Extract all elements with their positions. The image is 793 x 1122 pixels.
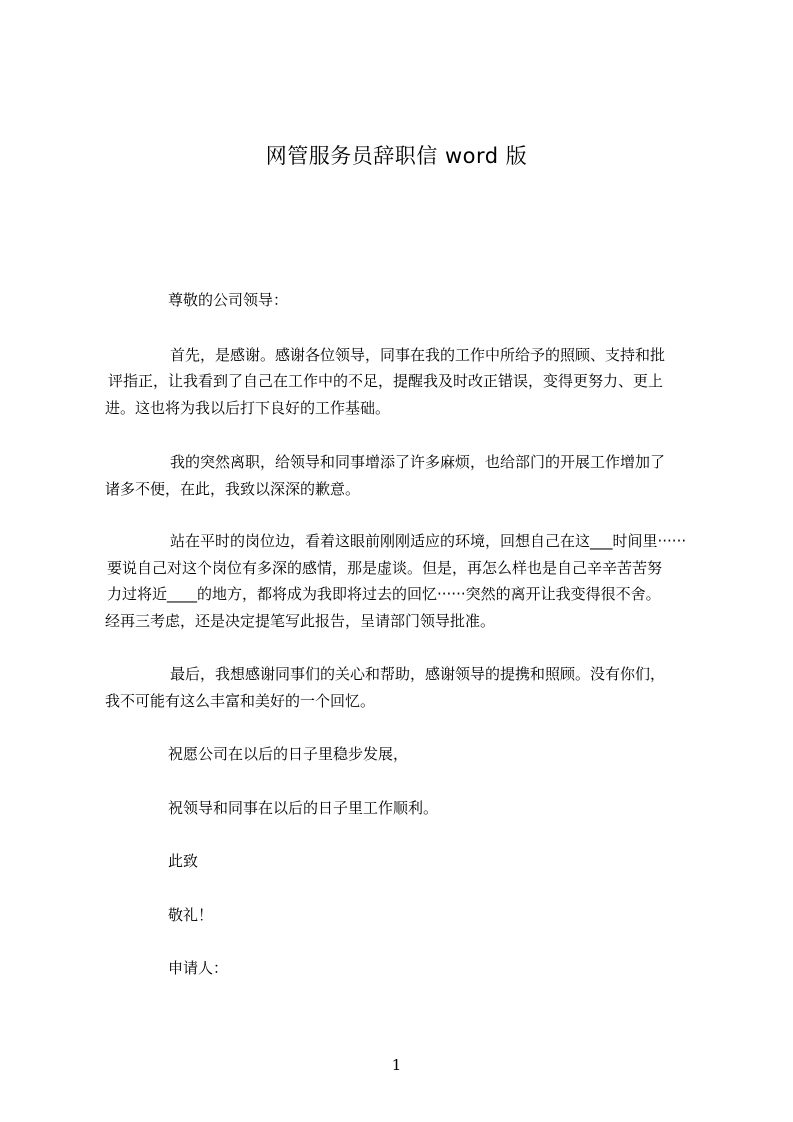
- paragraph-4-line-1: 最后，我想感谢同事们的关心和帮助，感谢领导的提携和照顾。没有你们，: [170, 665, 666, 683]
- closing-line-2: 敬礼！: [168, 906, 214, 924]
- paragraph-1-line-2: 评指正，让我看到了自己在工作中的不足，提醒我及时改正错误，变得更努力、更上: [108, 372, 664, 390]
- closing-line-1: 此致: [168, 852, 199, 870]
- paragraph-1-line-3: 进。这也将为我以后打下良好的工作基础。: [105, 399, 391, 417]
- paragraph-2-line-2: 诸多不便，在此，我致以深深的歉意。: [105, 480, 361, 498]
- applicant-label: 申请人：: [168, 959, 229, 977]
- paragraph-3-line-2: 要说自己对这个岗位有多深的感情，那是虚谈。但是，再怎么样也是自己辛辛苦苦努: [107, 559, 663, 577]
- wish-line-2: 祝领导和同事在以后的日子里工作顺利。: [168, 799, 439, 817]
- paragraph-3-line-1: 站在平时的岗位边，看着这眼前刚刚适应的环境，回想自己在这___时间里······: [170, 532, 687, 550]
- paragraph-3-line-3: 力过将近____的地方，都将成为我即将过去的回忆······突然的离开让我变得很不舍。: [107, 585, 661, 603]
- salutation: 尊敬的公司领导：: [168, 291, 289, 309]
- paragraph-1-line-1: 首先，是感谢。感谢各位领导，同事在我的工作中所给予的照顾、支持和批: [170, 346, 666, 364]
- paragraph-3-line-4: 经再三考虑，还是决定提笔写此报告，呈请部门领导批准。: [105, 612, 496, 630]
- wish-line-1: 祝愿公司在以后的日子里稳步发展，: [168, 745, 409, 763]
- paragraph-4-line-2: 我不可能有这么丰富和美好的一个回忆。: [105, 692, 376, 710]
- paragraph-2-line-1: 我的突然离职，给领导和同事增添了许多麻烦，也给部门的开展工作增加了: [170, 453, 666, 471]
- page-number: 1: [391, 1056, 402, 1074]
- document-title: 网管服务员辞职信 word 版: [265, 144, 528, 168]
